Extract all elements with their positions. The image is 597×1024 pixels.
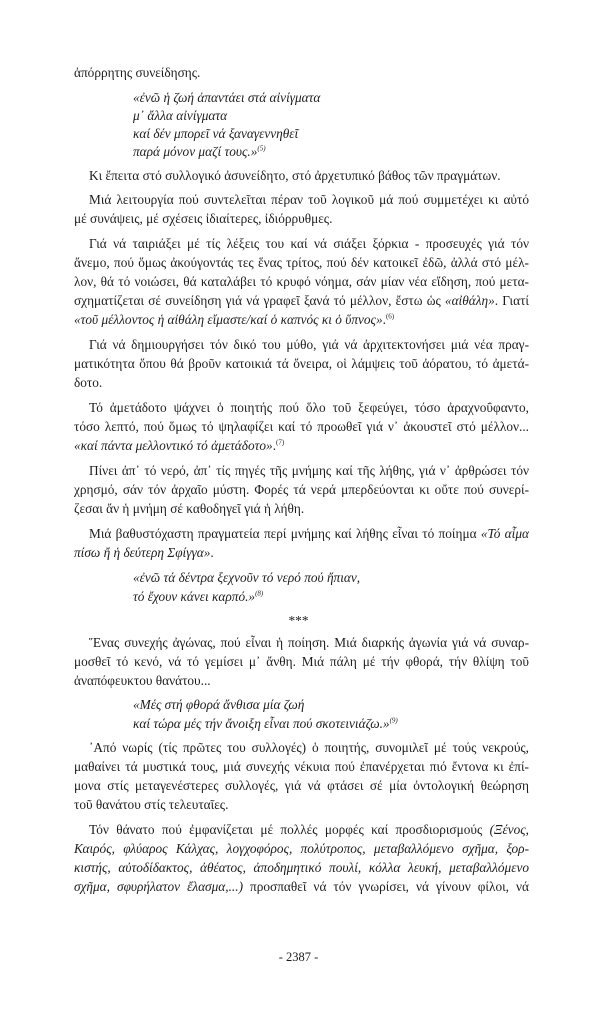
text-line: τοῦ θανάτου στίς τελευταῖες. [74,797,229,812]
text-line: κιστής, αὐτοδίδακτος, ἀθέατος, ἀποδημητικό πουλί, κόλλα λευκή, μεταβαλλόμενο [74,860,529,875]
text-line: Πίνει ἀπ᾿ τό νερό, ἀπ᾿ τίς πηγές τῆς μνήμης καί τῆς λήθης, γιά ν᾿ ἀρθρώσει τόν [89,463,529,478]
text-line: λον, θά τό νοιώσει, θά καταλάβει τό κρυφό νόημα, σάν μίαν νέα εἴδηση, πού μετα- [74,274,529,289]
text-line: Καιρός, φλύαρος Κάλχας, λογχοφόρος, πολύτροπος, μεταβαλλόμενο σχῆμα, ξορ- [74,841,529,856]
text-line: «καί πάντα μελλοντικό τό ἀμετάδοτο».$^{(7)}$ [74,438,285,453]
text-line: δοτο. [74,375,103,390]
text-line: μοσθεῖ τό κενό, νά τό γεμίσει μ᾿ ἄνθη. Μιά πάλη μέ τήν φθορά, τήν θλίψη τοῦ [74,654,529,669]
verse-line: «Μές στή φθορά ἄνθισα μία ζωή [133,697,305,712]
text-line: ἀναπόφευκτου θανάτου... [74,673,211,688]
text-line: Ἕνας συνεχής ἀγώνας, πού εἶναι ἡ ποίηση. Μιά διαρκής ἀγωνία γιά νά συναρ- [89,635,529,650]
text-line: Τό ἀμετάδοτο ψάχνει ὁ ποιητής πού ὅλο τοῦ ξεφεύγει, τόσο ἀραχνοΰφαντο, [89,400,529,415]
text-line: σχῆμα, σφυρήλατον ἔλασμα,...) προσπαθεῖ νά τόν γνωρίσει, νά γίνουν φίλοι, νά [74,879,529,894]
text-line: χρησμό, σάν τόν ἀρχαῖο μύστη. Φορές τά νερά μπερδεύονται κι οὔτε πού συνερί- [74,482,529,497]
text-line: Γιά νά δημιουργήσει τόν δικό του μύθο, γιά νά ἀρχιτεκτονήσει μιά νέα πραγ- [89,337,529,352]
section-separator: *** [288,613,309,628]
page-number: - 2387 - [278,950,319,964]
verse-line: καί δέν μπορεῖ νά ξαναγεννηθεῖ [133,126,299,141]
footnote-marker: (9) [389,716,398,725]
text-line: ματικότητα ὅπου θά βροῦν κατοικιά τά ὄνειρα, οἱ λάμψεις τοῦ ἀόρατου, τό ἀμετά- [74,356,529,371]
footnote-marker: (7) [276,438,285,447]
text-line: Κι ἔπειτα στό συλλογικό ἀσυνείδητο, στό ἀρχετυπικό βάθος τῶν πραγμάτων. [89,168,501,183]
footnote-marker: (6) [385,312,395,321]
footnote-marker: (8) [255,589,264,598]
verse-line: καί τώρα μές τήν ἄνοιξη εἶναι πού σκοτεινιάζω.»$^{(9)}$ [133,716,398,731]
text-line: ᾿Από νωρίς (τίς πρῶτες του συλλογές) ὁ ποιητής, συνομιλεῖ μέ τούς νεκρούς, [89,740,529,755]
text-line: μονα στίς μεταγενέστερες συλλογές, γιά νά φτάσει σέ μία ὀντολογική θεώρηση [74,778,529,793]
footnote-marker: (5) [257,144,266,153]
text-line: πίσω ἤ ἡ δεύτερη Σφίγγα». [74,545,214,560]
text-line: Μιά λειτουργία πού συντελεῖται πέραν τοῦ λογικοῦ μά πού συμμετέχει κι αὐτό [89,192,529,207]
text-line: μέ συνάψεις, μέ σχέσεις ἰδιαίτερες, ἰδιόρρυθμες. [74,211,333,226]
text-line: ἀπόρρητης συνείδησης. [74,65,201,80]
text-line: «τοῦ μέλλοντος ἡ αἰθάλη εἴμαστε/καί ὁ καπνός κι ὁ ὕπνος».$^{(6)}$ [74,312,395,327]
verse-line: μ᾿ ἄλλα αἰνίγματα [133,108,228,123]
text-line: Μιά βαθυστόχαστη πραγματεία περί μνήμης καί λήθης εἶναι τό ποίημα «Τό αἷμα [89,526,530,541]
verse-line: τό ἔχουν κάνει καρπό.»$^{(8)}$ [133,589,264,604]
text-line: ζεσαι ἄν ἡ μνήμη σέ καθοδηγεῖ γιά ἡ λήθη. [74,501,305,516]
text-line: μαθαίνει τά μυστικά τους, μιά συνεχής νέκυια πού ἐπανέρχεται πιό ἔντονα κι ἐπί- [74,759,529,774]
text-line: σχηματίζεται σέ συνείδηση γιά νά γραφεῖ ξανά τό μέλλον, ἔστω ὡς «αἰθάλη». Γιατί [74,293,529,308]
verse-line: «ἐνῶ τά δέντρα ξεχνοῦν τό νερό πού ἤπιαν, [133,570,361,585]
verse-line: παρά μόνον μαζί τους.»$^{(5)}$ [133,144,266,159]
text-line: Τόν θάνατο πού ἐμφανίζεται μέ πολλές μορφές καί προσδιορισμούς (Ξένος, [89,822,529,837]
text-line: ἄνεμο, πού ὅμως ἀκούγοντάς τες ἕνας τρίτος, πού δέν κατοικεῖ ἐδῶ, ἀλλά στό μέλ- [74,255,529,270]
text-line: τόσο λεπτό, πού ὅμως τό ψηλαφίζει καί τό προωθεῖ γιά ν᾿ ἀκουστεῖ στό μέλλον... [74,419,529,434]
text-line: Γιά νά ταιριάξει μέ τίς λέξεις του καί νά σιάξει ξόρκια - προσευχές γιά τόν [89,236,529,251]
verse-line: «ἐνῶ ἡ ζωή ἀπαντάει στά αἰνίγματα [133,90,321,105]
